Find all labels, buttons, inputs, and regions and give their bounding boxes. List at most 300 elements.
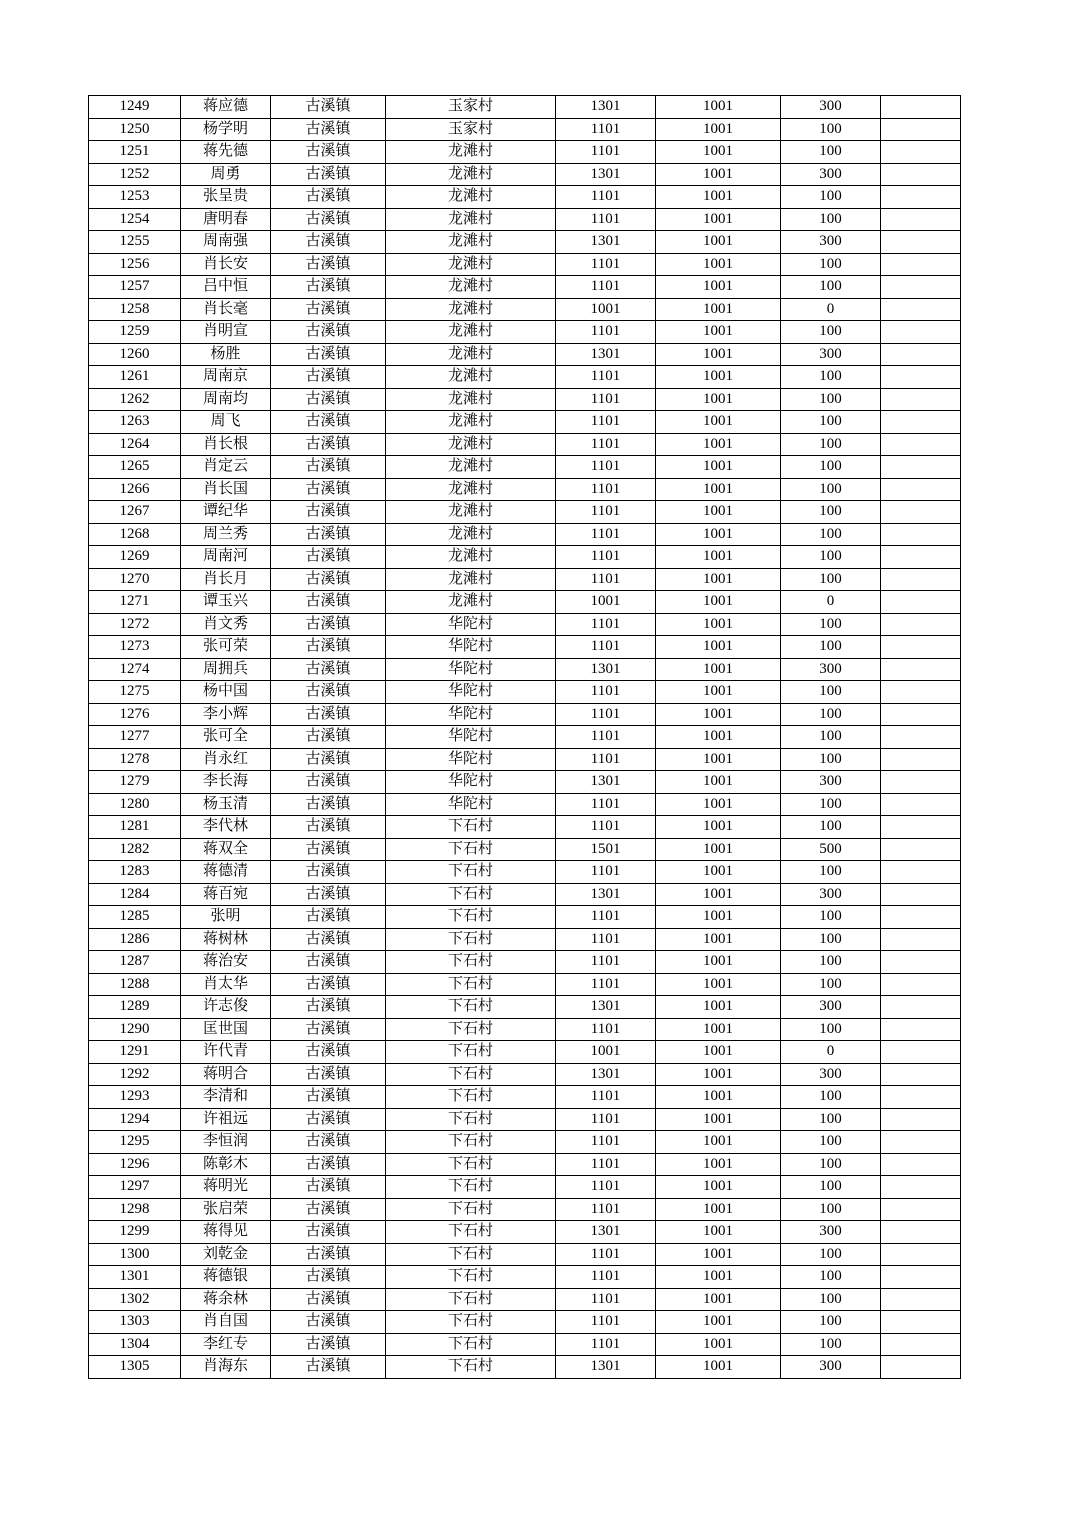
cell-person-name: 蒋应德	[181, 96, 271, 119]
cell-value-c: 500	[781, 838, 881, 861]
cell-value-b: 1001	[656, 906, 781, 929]
cell-value-b: 1001	[656, 96, 781, 119]
cell-village: 下石村	[386, 906, 556, 929]
cell-value-c: 300	[781, 163, 881, 186]
table-row	[89, 906, 961, 929]
cell-serial-number: 1278	[89, 748, 181, 771]
cell-value-a: 1101	[556, 186, 656, 209]
cell-serial-number: 1259	[89, 321, 181, 344]
cell-blank	[881, 118, 961, 141]
cell-person-name: 蒋百宛	[181, 883, 271, 906]
cell-blank	[881, 366, 961, 389]
cell-value-a: 1101	[556, 523, 656, 546]
cell-blank	[881, 456, 961, 479]
table-row	[89, 186, 961, 209]
cell-village: 华陀村	[386, 793, 556, 816]
cell-village: 下石村	[386, 928, 556, 951]
cell-person-name: 李恒润	[181, 1131, 271, 1154]
table-row	[89, 208, 961, 231]
table-row	[89, 523, 961, 546]
cell-town: 古溪镇	[271, 546, 386, 569]
cell-value-c: 100	[781, 1198, 881, 1221]
cell-village: 玉家村	[386, 96, 556, 119]
cell-serial-number: 1268	[89, 523, 181, 546]
cell-person-name: 蒋先德	[181, 141, 271, 164]
cell-serial-number: 1277	[89, 726, 181, 749]
table-row	[89, 928, 961, 951]
cell-serial-number: 1297	[89, 1176, 181, 1199]
cell-value-a: 1101	[556, 793, 656, 816]
cell-value-c: 100	[781, 793, 881, 816]
cell-value-a: 1001	[556, 298, 656, 321]
cell-value-a: 1101	[556, 1288, 656, 1311]
cell-town: 古溪镇	[271, 1311, 386, 1334]
table-row	[89, 1333, 961, 1356]
cell-blank	[881, 253, 961, 276]
table-row	[89, 951, 961, 974]
table-row	[89, 1086, 961, 1109]
cell-serial-number: 1300	[89, 1243, 181, 1266]
table-row	[89, 276, 961, 299]
cell-town: 古溪镇	[271, 163, 386, 186]
cell-serial-number: 1294	[89, 1108, 181, 1131]
cell-person-name: 蒋治安	[181, 951, 271, 974]
cell-village: 下石村	[386, 1198, 556, 1221]
cell-value-c: 100	[781, 118, 881, 141]
table-row	[89, 996, 961, 1019]
cell-value-a: 1101	[556, 1153, 656, 1176]
cell-value-c: 100	[781, 636, 881, 659]
cell-value-b: 1001	[656, 1311, 781, 1334]
cell-blank	[881, 793, 961, 816]
cell-town: 古溪镇	[271, 1131, 386, 1154]
cell-village: 下石村	[386, 951, 556, 974]
cell-value-a: 1101	[556, 1176, 656, 1199]
cell-value-c: 100	[781, 928, 881, 951]
cell-blank	[881, 1266, 961, 1289]
cell-serial-number: 1269	[89, 546, 181, 569]
cell-blank	[881, 726, 961, 749]
table-row	[89, 141, 961, 164]
table-row	[89, 861, 961, 884]
cell-value-c: 100	[781, 366, 881, 389]
table-row	[89, 703, 961, 726]
cell-value-a: 1301	[556, 96, 656, 119]
cell-serial-number: 1266	[89, 478, 181, 501]
cell-value-b: 1001	[656, 1176, 781, 1199]
cell-serial-number: 1261	[89, 366, 181, 389]
cell-value-b: 1001	[656, 1131, 781, 1154]
cell-value-a: 1101	[556, 411, 656, 434]
cell-value-b: 1001	[656, 1018, 781, 1041]
cell-blank	[881, 1153, 961, 1176]
cell-town: 古溪镇	[271, 321, 386, 344]
cell-value-a: 1001	[556, 591, 656, 614]
cell-town: 古溪镇	[271, 96, 386, 119]
cell-person-name: 许志俊	[181, 996, 271, 1019]
cell-value-c: 100	[781, 1176, 881, 1199]
cell-person-name: 蒋双全	[181, 838, 271, 861]
table-row	[89, 231, 961, 254]
cell-value-a: 1101	[556, 501, 656, 524]
cell-value-b: 1001	[656, 523, 781, 546]
cell-blank	[881, 501, 961, 524]
cell-value-a: 1101	[556, 1266, 656, 1289]
cell-value-c: 300	[781, 231, 881, 254]
cell-value-b: 1001	[656, 1356, 781, 1379]
cell-village: 下石村	[386, 1333, 556, 1356]
cell-person-name: 杨中国	[181, 681, 271, 704]
cell-village: 玉家村	[386, 118, 556, 141]
cell-town: 古溪镇	[271, 906, 386, 929]
cell-value-a: 1101	[556, 568, 656, 591]
cell-value-b: 1001	[656, 366, 781, 389]
cell-town: 古溪镇	[271, 456, 386, 479]
cell-serial-number: 1292	[89, 1063, 181, 1086]
cell-town: 古溪镇	[271, 1333, 386, 1356]
table-row	[89, 546, 961, 569]
cell-value-a: 1301	[556, 658, 656, 681]
cell-person-name: 周飞	[181, 411, 271, 434]
cell-value-c: 100	[781, 456, 881, 479]
cell-serial-number: 1270	[89, 568, 181, 591]
cell-person-name: 杨玉清	[181, 793, 271, 816]
cell-value-a: 1101	[556, 928, 656, 951]
cell-person-name: 刘乾金	[181, 1243, 271, 1266]
cell-value-a: 1501	[556, 838, 656, 861]
cell-value-b: 1001	[656, 928, 781, 951]
cell-value-b: 1001	[656, 996, 781, 1019]
cell-blank	[881, 816, 961, 839]
cell-value-b: 1001	[656, 658, 781, 681]
cell-value-a: 1301	[556, 996, 656, 1019]
cell-blank	[881, 838, 961, 861]
table-row	[89, 748, 961, 771]
cell-value-a: 1101	[556, 253, 656, 276]
cell-village: 龙滩村	[386, 186, 556, 209]
cell-village: 龙滩村	[386, 433, 556, 456]
cell-town: 古溪镇	[271, 1063, 386, 1086]
cell-value-a: 1101	[556, 208, 656, 231]
cell-village: 下石村	[386, 1018, 556, 1041]
cell-value-b: 1001	[656, 1266, 781, 1289]
cell-person-name: 周拥兵	[181, 658, 271, 681]
cell-serial-number: 1289	[89, 996, 181, 1019]
cell-town: 古溪镇	[271, 186, 386, 209]
cell-value-b: 1001	[656, 613, 781, 636]
cell-value-c: 100	[781, 1153, 881, 1176]
cell-value-b: 1001	[656, 456, 781, 479]
cell-value-a: 1001	[556, 1041, 656, 1064]
cell-serial-number: 1291	[89, 1041, 181, 1064]
cell-village: 龙滩村	[386, 591, 556, 614]
cell-serial-number: 1250	[89, 118, 181, 141]
table-row	[89, 793, 961, 816]
cell-blank	[881, 388, 961, 411]
cell-value-b: 1001	[656, 163, 781, 186]
cell-village: 龙滩村	[386, 388, 556, 411]
cell-person-name: 蒋明光	[181, 1176, 271, 1199]
document-page	[88, 95, 961, 1379]
cell-value-b: 1001	[656, 771, 781, 794]
cell-person-name: 肖海东	[181, 1356, 271, 1379]
cell-town: 古溪镇	[271, 388, 386, 411]
cell-town: 古溪镇	[271, 838, 386, 861]
cell-value-a: 1301	[556, 771, 656, 794]
cell-town: 古溪镇	[271, 1266, 386, 1289]
cell-village: 下石村	[386, 816, 556, 839]
cell-value-b: 1001	[656, 793, 781, 816]
cell-serial-number: 1274	[89, 658, 181, 681]
cell-value-b: 1001	[656, 1198, 781, 1221]
cell-value-c: 100	[781, 1311, 881, 1334]
cell-value-b: 1001	[656, 1041, 781, 1064]
cell-value-c: 100	[781, 1018, 881, 1041]
cell-person-name: 许代青	[181, 1041, 271, 1064]
table-row	[89, 321, 961, 344]
cell-person-name: 杨胜	[181, 343, 271, 366]
cell-serial-number: 1298	[89, 1198, 181, 1221]
cell-serial-number: 1281	[89, 816, 181, 839]
cell-person-name: 肖长安	[181, 253, 271, 276]
cell-village: 下石村	[386, 1243, 556, 1266]
cell-blank	[881, 1221, 961, 1244]
cell-person-name: 肖自国	[181, 1311, 271, 1334]
cell-value-c: 100	[781, 1333, 881, 1356]
cell-value-a: 1301	[556, 1063, 656, 1086]
cell-blank	[881, 298, 961, 321]
cell-serial-number: 1280	[89, 793, 181, 816]
cell-person-name: 张可荣	[181, 636, 271, 659]
cell-value-c: 100	[781, 208, 881, 231]
cell-value-a: 1101	[556, 366, 656, 389]
cell-village: 下石村	[386, 996, 556, 1019]
cell-blank	[881, 321, 961, 344]
cell-value-b: 1001	[656, 861, 781, 884]
cell-serial-number: 1293	[89, 1086, 181, 1109]
cell-value-b: 1001	[656, 568, 781, 591]
cell-blank	[881, 411, 961, 434]
cell-value-c: 100	[781, 433, 881, 456]
cell-town: 古溪镇	[271, 1176, 386, 1199]
cell-value-a: 1101	[556, 1333, 656, 1356]
cell-village: 下石村	[386, 1063, 556, 1086]
cell-value-a: 1101	[556, 1311, 656, 1334]
cell-village: 华陀村	[386, 658, 556, 681]
cell-value-b: 1001	[656, 501, 781, 524]
cell-person-name: 蒋明合	[181, 1063, 271, 1086]
cell-person-name: 周勇	[181, 163, 271, 186]
cell-blank	[881, 208, 961, 231]
cell-serial-number: 1302	[89, 1288, 181, 1311]
cell-person-name: 张明	[181, 906, 271, 929]
cell-blank	[881, 343, 961, 366]
table-row	[89, 973, 961, 996]
cell-person-name: 肖定云	[181, 456, 271, 479]
cell-value-b: 1001	[656, 253, 781, 276]
cell-serial-number: 1249	[89, 96, 181, 119]
cell-village: 龙滩村	[386, 366, 556, 389]
cell-village: 龙滩村	[386, 321, 556, 344]
cell-blank	[881, 1243, 961, 1266]
data-table	[88, 95, 961, 1379]
cell-village: 下石村	[386, 1288, 556, 1311]
cell-value-c: 100	[781, 523, 881, 546]
cell-value-a: 1101	[556, 1108, 656, 1131]
table-row	[89, 1176, 961, 1199]
cell-village: 龙滩村	[386, 231, 556, 254]
cell-blank	[881, 96, 961, 119]
cell-person-name: 张呈贵	[181, 186, 271, 209]
cell-blank	[881, 1311, 961, 1334]
cell-serial-number: 1283	[89, 861, 181, 884]
cell-village: 下石村	[386, 838, 556, 861]
cell-value-c: 100	[781, 501, 881, 524]
cell-village: 龙滩村	[386, 546, 556, 569]
cell-town: 古溪镇	[271, 1041, 386, 1064]
cell-blank	[881, 186, 961, 209]
cell-serial-number: 1267	[89, 501, 181, 524]
cell-village: 华陀村	[386, 748, 556, 771]
cell-value-c: 100	[781, 411, 881, 434]
cell-value-b: 1001	[656, 726, 781, 749]
cell-serial-number: 1265	[89, 456, 181, 479]
cell-value-b: 1001	[656, 388, 781, 411]
cell-person-name: 蒋树林	[181, 928, 271, 951]
cell-serial-number: 1272	[89, 613, 181, 636]
cell-village: 龙滩村	[386, 276, 556, 299]
cell-value-a: 1101	[556, 703, 656, 726]
cell-value-b: 1001	[656, 546, 781, 569]
cell-serial-number: 1288	[89, 973, 181, 996]
cell-value-b: 1001	[656, 1108, 781, 1131]
cell-blank	[881, 748, 961, 771]
cell-village: 华陀村	[386, 726, 556, 749]
cell-blank	[881, 1063, 961, 1086]
cell-person-name: 肖文秀	[181, 613, 271, 636]
cell-village: 龙滩村	[386, 456, 556, 479]
cell-blank	[881, 1131, 961, 1154]
cell-blank	[881, 546, 961, 569]
cell-blank	[881, 523, 961, 546]
cell-town: 古溪镇	[271, 748, 386, 771]
cell-value-a: 1101	[556, 636, 656, 659]
cell-value-c: 0	[781, 591, 881, 614]
cell-value-c: 100	[781, 681, 881, 704]
cell-person-name: 肖明宣	[181, 321, 271, 344]
cell-person-name: 匡世国	[181, 1018, 271, 1041]
table-row	[89, 1221, 961, 1244]
cell-town: 古溪镇	[271, 1243, 386, 1266]
cell-value-a: 1101	[556, 816, 656, 839]
cell-village: 下石村	[386, 1041, 556, 1064]
cell-person-name: 谭玉兴	[181, 591, 271, 614]
cell-value-b: 1001	[656, 141, 781, 164]
cell-village: 龙滩村	[386, 253, 556, 276]
cell-town: 古溪镇	[271, 658, 386, 681]
cell-person-name: 周南强	[181, 231, 271, 254]
cell-blank	[881, 1333, 961, 1356]
table-row	[89, 343, 961, 366]
cell-serial-number: 1276	[89, 703, 181, 726]
cell-town: 古溪镇	[271, 1153, 386, 1176]
cell-value-c: 100	[781, 816, 881, 839]
cell-value-b: 1001	[656, 298, 781, 321]
cell-value-c: 100	[781, 478, 881, 501]
cell-serial-number: 1264	[89, 433, 181, 456]
cell-town: 古溪镇	[271, 681, 386, 704]
cell-person-name: 李小辉	[181, 703, 271, 726]
cell-value-b: 1001	[656, 748, 781, 771]
cell-town: 古溪镇	[271, 1108, 386, 1131]
cell-value-c: 0	[781, 298, 881, 321]
cell-value-c: 100	[781, 568, 881, 591]
cell-person-name: 肖长国	[181, 478, 271, 501]
table-row	[89, 411, 961, 434]
cell-value-a: 1101	[556, 681, 656, 704]
cell-blank	[881, 231, 961, 254]
cell-value-c: 100	[781, 973, 881, 996]
cell-town: 古溪镇	[271, 816, 386, 839]
table-row	[89, 478, 961, 501]
cell-value-b: 1001	[656, 1288, 781, 1311]
cell-value-b: 1001	[656, 186, 781, 209]
cell-village: 下石村	[386, 1221, 556, 1244]
cell-town: 古溪镇	[271, 1288, 386, 1311]
cell-blank	[881, 951, 961, 974]
cell-blank	[881, 1356, 961, 1379]
cell-blank	[881, 1041, 961, 1064]
cell-value-a: 1301	[556, 231, 656, 254]
cell-village: 龙滩村	[386, 343, 556, 366]
cell-town: 古溪镇	[271, 703, 386, 726]
cell-value-b: 1001	[656, 681, 781, 704]
cell-value-a: 1101	[556, 951, 656, 974]
cell-village: 华陀村	[386, 771, 556, 794]
cell-value-b: 1001	[656, 321, 781, 344]
table-row	[89, 613, 961, 636]
cell-value-a: 1101	[556, 906, 656, 929]
cell-town: 古溪镇	[271, 1086, 386, 1109]
table-row	[89, 658, 961, 681]
cell-blank	[881, 591, 961, 614]
cell-blank	[881, 681, 961, 704]
cell-person-name: 肖长月	[181, 568, 271, 591]
cell-person-name: 周南均	[181, 388, 271, 411]
cell-value-b: 1001	[656, 816, 781, 839]
cell-town: 古溪镇	[271, 1356, 386, 1379]
cell-value-b: 1001	[656, 591, 781, 614]
table-row	[89, 883, 961, 906]
cell-person-name: 周南京	[181, 366, 271, 389]
cell-value-c: 100	[781, 186, 881, 209]
cell-town: 古溪镇	[271, 1221, 386, 1244]
cell-blank	[881, 883, 961, 906]
cell-person-name: 唐明春	[181, 208, 271, 231]
cell-serial-number: 1258	[89, 298, 181, 321]
cell-serial-number: 1255	[89, 231, 181, 254]
cell-person-name: 周南河	[181, 546, 271, 569]
table-row	[89, 568, 961, 591]
cell-value-c: 100	[781, 141, 881, 164]
cell-value-c: 100	[781, 1243, 881, 1266]
cell-town: 古溪镇	[271, 793, 386, 816]
cell-blank	[881, 613, 961, 636]
cell-village: 下石村	[386, 1176, 556, 1199]
table-row	[89, 1131, 961, 1154]
table-body	[89, 96, 961, 1379]
cell-town: 古溪镇	[271, 118, 386, 141]
